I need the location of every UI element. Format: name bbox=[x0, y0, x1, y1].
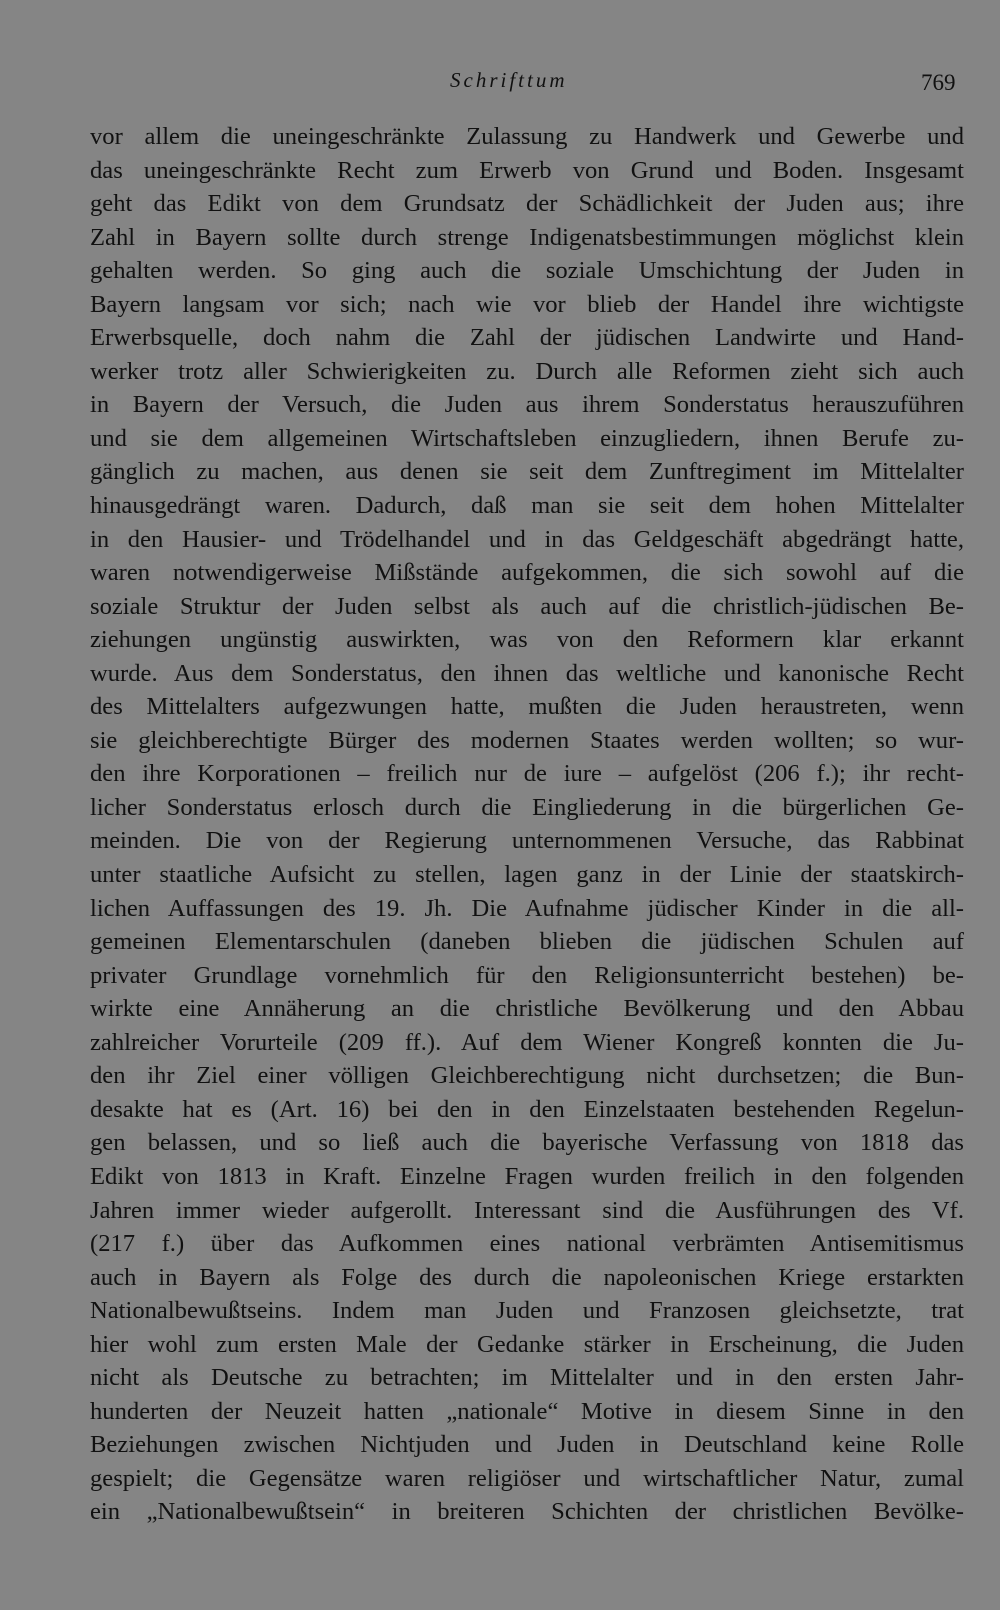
text-line: den ihr Ziel einer völligen Gleichberechtigung nicht durchsetzen; die Bun- bbox=[90, 1062, 964, 1090]
text-line: ein „Nationalbewußtsein“ in breiteren Schichten der christlichen Bevölke- bbox=[90, 1498, 964, 1526]
text-line: Beziehungen zwischen Nichtjuden und Juden in Deutschland keine Rolle bbox=[90, 1431, 964, 1459]
text-line: und sie dem allgemeinen Wirtschaftsleben einzugliedern, ihnen Berufe zu- bbox=[90, 424, 964, 452]
text-line: auch in Bayern als Folge des durch die napoleonischen Kriege erstarkten bbox=[90, 1263, 964, 1291]
text-line: vor allem die uneingeschränkte Zulassung zu Handwerk und Gewerbe und bbox=[90, 123, 964, 150]
text-line: das uneingeschränkte Recht zum Erwerb von Grund und Boden. Insgesamt bbox=[90, 156, 964, 184]
text-line: licher Sonderstatus erlosch durch die Eingliederung in die bürgerlichen Ge- bbox=[90, 793, 964, 821]
text-line: meinden. Die von der Regierung unternommenen Versuche, das Rabbinat bbox=[90, 827, 964, 855]
text-line: nicht als Deutsche zu betrachten; im Mittelalter und in den ersten Jahr- bbox=[90, 1364, 964, 1392]
text-line: gemeinen Elementarschulen (daneben blieben die jüdischen Schulen auf bbox=[90, 928, 964, 956]
text-line: Jahren immer wieder aufgerollt. Interessant sind die Ausführungen des Vf. bbox=[90, 1196, 964, 1224]
text-line: gänglich zu machen, aus denen sie seit dem Zunftregiment im Mittelalter bbox=[90, 458, 964, 486]
text-line: des Mittelalters aufgezwungen hatte, mußten die Juden heraustreten, wenn bbox=[90, 693, 964, 721]
text-line: den ihre Korporationen – freilich nur de iure – aufgelöst (206 f.); ihr recht- bbox=[90, 760, 964, 788]
text-line: hier wohl zum ersten Male der Gedanke stärker in Erscheinung, die Juden bbox=[90, 1330, 964, 1358]
text-line: geht das Edikt von dem Grundsatz der Schädlichkeit der Juden aus; ihre bbox=[90, 190, 964, 218]
text-line: gespielt; die Gegensätze waren religiöser und wirtschaftlicher Natur, zumal bbox=[90, 1464, 964, 1492]
text-line: gehalten werden. So ging auch die soziale Umschichtung der Juden in bbox=[90, 257, 964, 285]
page-number: 769 bbox=[921, 70, 956, 95]
text-line: Erwerbsquelle, doch nahm die Zahl der jüdischen Landwirte und Hand- bbox=[90, 324, 964, 352]
text-line: sie gleichberechtigte Bürger des modernen Staates werden wollten; so wur- bbox=[90, 726, 964, 754]
running-title: Schrifttum bbox=[450, 68, 568, 92]
text-line: lichen Auffassungen des 19. Jh. Die Aufnahme jüdischer Kinder in die all- bbox=[90, 894, 964, 922]
text-line: unter staatliche Aufsicht zu stellen, lagen ganz in der Linie der staatskirch- bbox=[90, 861, 964, 889]
text-line: hinausgedrängt waren. Dadurch, daß man sie seit dem hohen Mittelalter bbox=[90, 492, 964, 520]
text-line: in Bayern der Versuch, die Juden aus ihrem Sonderstatus herauszuführen bbox=[90, 391, 964, 419]
text-line: zahlreicher Vorurteile (209 ff.). Auf dem Wiener Kongreß konnten die Ju- bbox=[90, 1028, 964, 1056]
text-line: hunderten der Neuzeit hatten „nationale“ Motive in diesem Sinne in den bbox=[90, 1397, 964, 1425]
text-line: werker trotz aller Schwierigkeiten zu. Durch alle Reformen zieht sich auch bbox=[90, 357, 964, 385]
text-line: Zahl in Bayern sollte durch strenge Indigenatsbestimmungen möglichst klein bbox=[90, 223, 964, 251]
body-text bbox=[90, 120, 964, 1529]
text-line: waren notwendigerweise Mißstände aufgekommen, die sich sowohl auf die bbox=[90, 559, 964, 587]
text-line: soziale Struktur der Juden selbst als auch auf die christlich-jüdischen Be- bbox=[90, 592, 964, 620]
text-line: ziehungen ungünstig auswirkten, was von den Reformern klar erkannt bbox=[90, 626, 964, 654]
text-line: Bayern langsam vor sich; nach wie vor blieb der Handel ihre wichtigste bbox=[90, 290, 964, 318]
text-line: in den Hausier- und Trödelhandel und in das Geldgeschäft abgedrängt hatte, bbox=[90, 525, 964, 553]
text-line: gen belassen, und so ließ auch die bayerische Verfassung von 1818 das bbox=[90, 1129, 964, 1157]
text-line: Edikt von 1813 in Kraft. Einzelne Fragen wurden freilich in den folgenden bbox=[90, 1162, 964, 1190]
text-line: wurde. Aus dem Sonderstatus, den ihnen das weltliche und kanonische Recht bbox=[90, 659, 964, 687]
text-line: desakte hat es (Art. 16) bei den in den Einzelstaaten bestehenden Regelun- bbox=[90, 1095, 964, 1123]
text-line: Nationalbewußtseins. Indem man Juden und Franzosen gleichsetzte, trat bbox=[90, 1297, 964, 1325]
text-line: (217 f.) über das Aufkommen eines national verbrämten Antisemitismus bbox=[90, 1230, 964, 1258]
text-line: privater Grundlage vornehmlich für den Religionsunterricht bestehen) be- bbox=[90, 961, 964, 989]
text-line: wirkte eine Annäherung an die christliche Bevölkerung und den Abbau bbox=[90, 995, 964, 1023]
